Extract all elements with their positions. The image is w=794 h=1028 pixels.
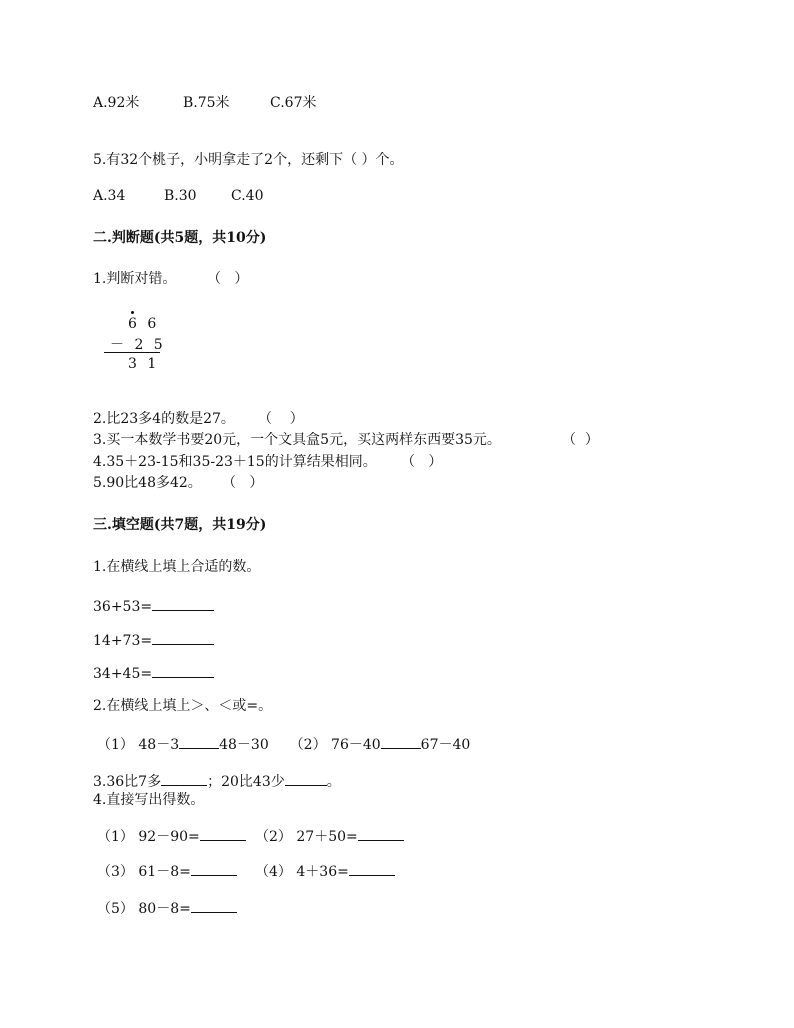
section2-title: 二.判断题(共5题，共10分) (93, 230, 267, 246)
s2-q3-paren: （ ） (562, 432, 599, 448)
q5-option-a: A.34 (93, 188, 126, 204)
s2-q5-paren: （ ） (222, 475, 264, 491)
s2-q1-paren: （ ） (207, 271, 249, 287)
s3-q1-item-1 (93, 596, 214, 616)
vertical-line2: － 2 5 (110, 337, 166, 353)
q4-option-b: B.75米 (183, 95, 230, 111)
s3-q3-part2: 20比43少 (221, 774, 285, 790)
s3-q4-label-5: （5） (97, 901, 134, 917)
s3-q1-expr-3: 34+45= (93, 666, 153, 682)
s3-q1-expr-1: 36+53= (93, 599, 153, 615)
s3-q3-row (93, 771, 341, 791)
q4-option-a: A.92米 (93, 95, 140, 111)
answer-blank[interactable] (200, 826, 246, 841)
s3-q4-item-1 (97, 826, 246, 846)
s3-q1-item-2 (93, 630, 214, 650)
answer-blank[interactable] (152, 596, 214, 611)
s2-q3-text: 3.买一本数学书要20元，一个文具盒5元，买这两样东西要35元。 (93, 432, 501, 448)
q5-option-c: C.40 (231, 188, 264, 204)
s3-q4-expr-2: 27＋50= (296, 829, 358, 845)
s3-q4-expr-1: 92－90= (138, 829, 200, 845)
s3-q2-compare-row (97, 734, 470, 754)
s3-q3-sep: ； (207, 774, 222, 790)
s3-q1-expr-2: 14+73= (93, 633, 153, 649)
s3-q4-item-4 (255, 861, 395, 881)
carry-dot (131, 311, 134, 314)
answer-blank[interactable] (191, 861, 237, 876)
s3-q4-label-4: （4） (255, 864, 292, 880)
s3-q3-blank-1[interactable] (161, 771, 207, 786)
s2-q2-text: 2.比23多4的数是27。 (93, 411, 235, 427)
s3-q3-end: 。 (326, 774, 341, 790)
s2-q4-text: 4.35＋23-15和35-23＋15的计算结果相同。 (93, 454, 377, 470)
answer-blank[interactable] (349, 861, 395, 876)
s3-q4-item-5 (97, 898, 237, 918)
vertical-line1: 6 6 (128, 316, 160, 332)
answer-blank[interactable] (191, 898, 237, 913)
answer-blank[interactable] (152, 663, 214, 678)
s3-q1-text: 1.在横线上填上合适的数。 (93, 559, 261, 575)
compare-left-2: 76－40 (331, 737, 381, 753)
s3-q3-blank-2[interactable] (285, 771, 327, 786)
s3-q4-expr-4: 4＋36= (296, 864, 349, 880)
compare-blank-1[interactable] (179, 734, 219, 749)
compare-blank-2[interactable] (381, 734, 421, 749)
answer-blank[interactable] (358, 826, 404, 841)
s3-q4-item-2 (255, 826, 404, 846)
s3-q4-label-3: （3） (97, 864, 134, 880)
s2-q4-paren: （ ） (401, 454, 443, 470)
q4-option-c: C.67米 (270, 95, 317, 111)
s2-q2-paren: （ ） (258, 411, 304, 427)
s3-q4-item-3 (97, 861, 237, 881)
answer-blank[interactable] (152, 630, 214, 645)
s3-q4-expr-5: 80－8= (138, 901, 191, 917)
compare-label-2: （2） (289, 737, 327, 753)
section3-title: 三.填空题(共7题，共19分) (93, 517, 267, 533)
s2-q1-text: 1.判断对错。 (93, 271, 177, 287)
s3-q2-text: 2.在横线上填上＞、＜或=。 (93, 698, 273, 714)
compare-label-1: （1） (97, 737, 134, 753)
q5-option-b: B.30 (164, 188, 197, 204)
s3-q4-expr-3: 61－8= (138, 864, 191, 880)
s3-q3-part1: 3.36比7多 (93, 774, 162, 790)
vertical-result: 3 1 (128, 356, 160, 372)
q5-text: 5.有32个桃子，小明拿走了2个，还剩下（ ）个。 (93, 152, 404, 168)
s2-q5-text: 5.90比48多42。 (93, 475, 202, 491)
vertical-calculation (104, 306, 174, 376)
vertical-rule (104, 352, 160, 353)
s3-q4-text: 4.直接写出得数。 (93, 792, 205, 808)
s3-q4-label-2: （2） (255, 829, 292, 845)
s3-q1-item-3 (93, 663, 214, 683)
compare-left-1: 48－3 (138, 737, 180, 753)
compare-right-2: 67－40 (420, 737, 471, 753)
compare-right-1: 48－30 (219, 737, 269, 753)
s3-q4-label-1: （1） (97, 829, 134, 845)
